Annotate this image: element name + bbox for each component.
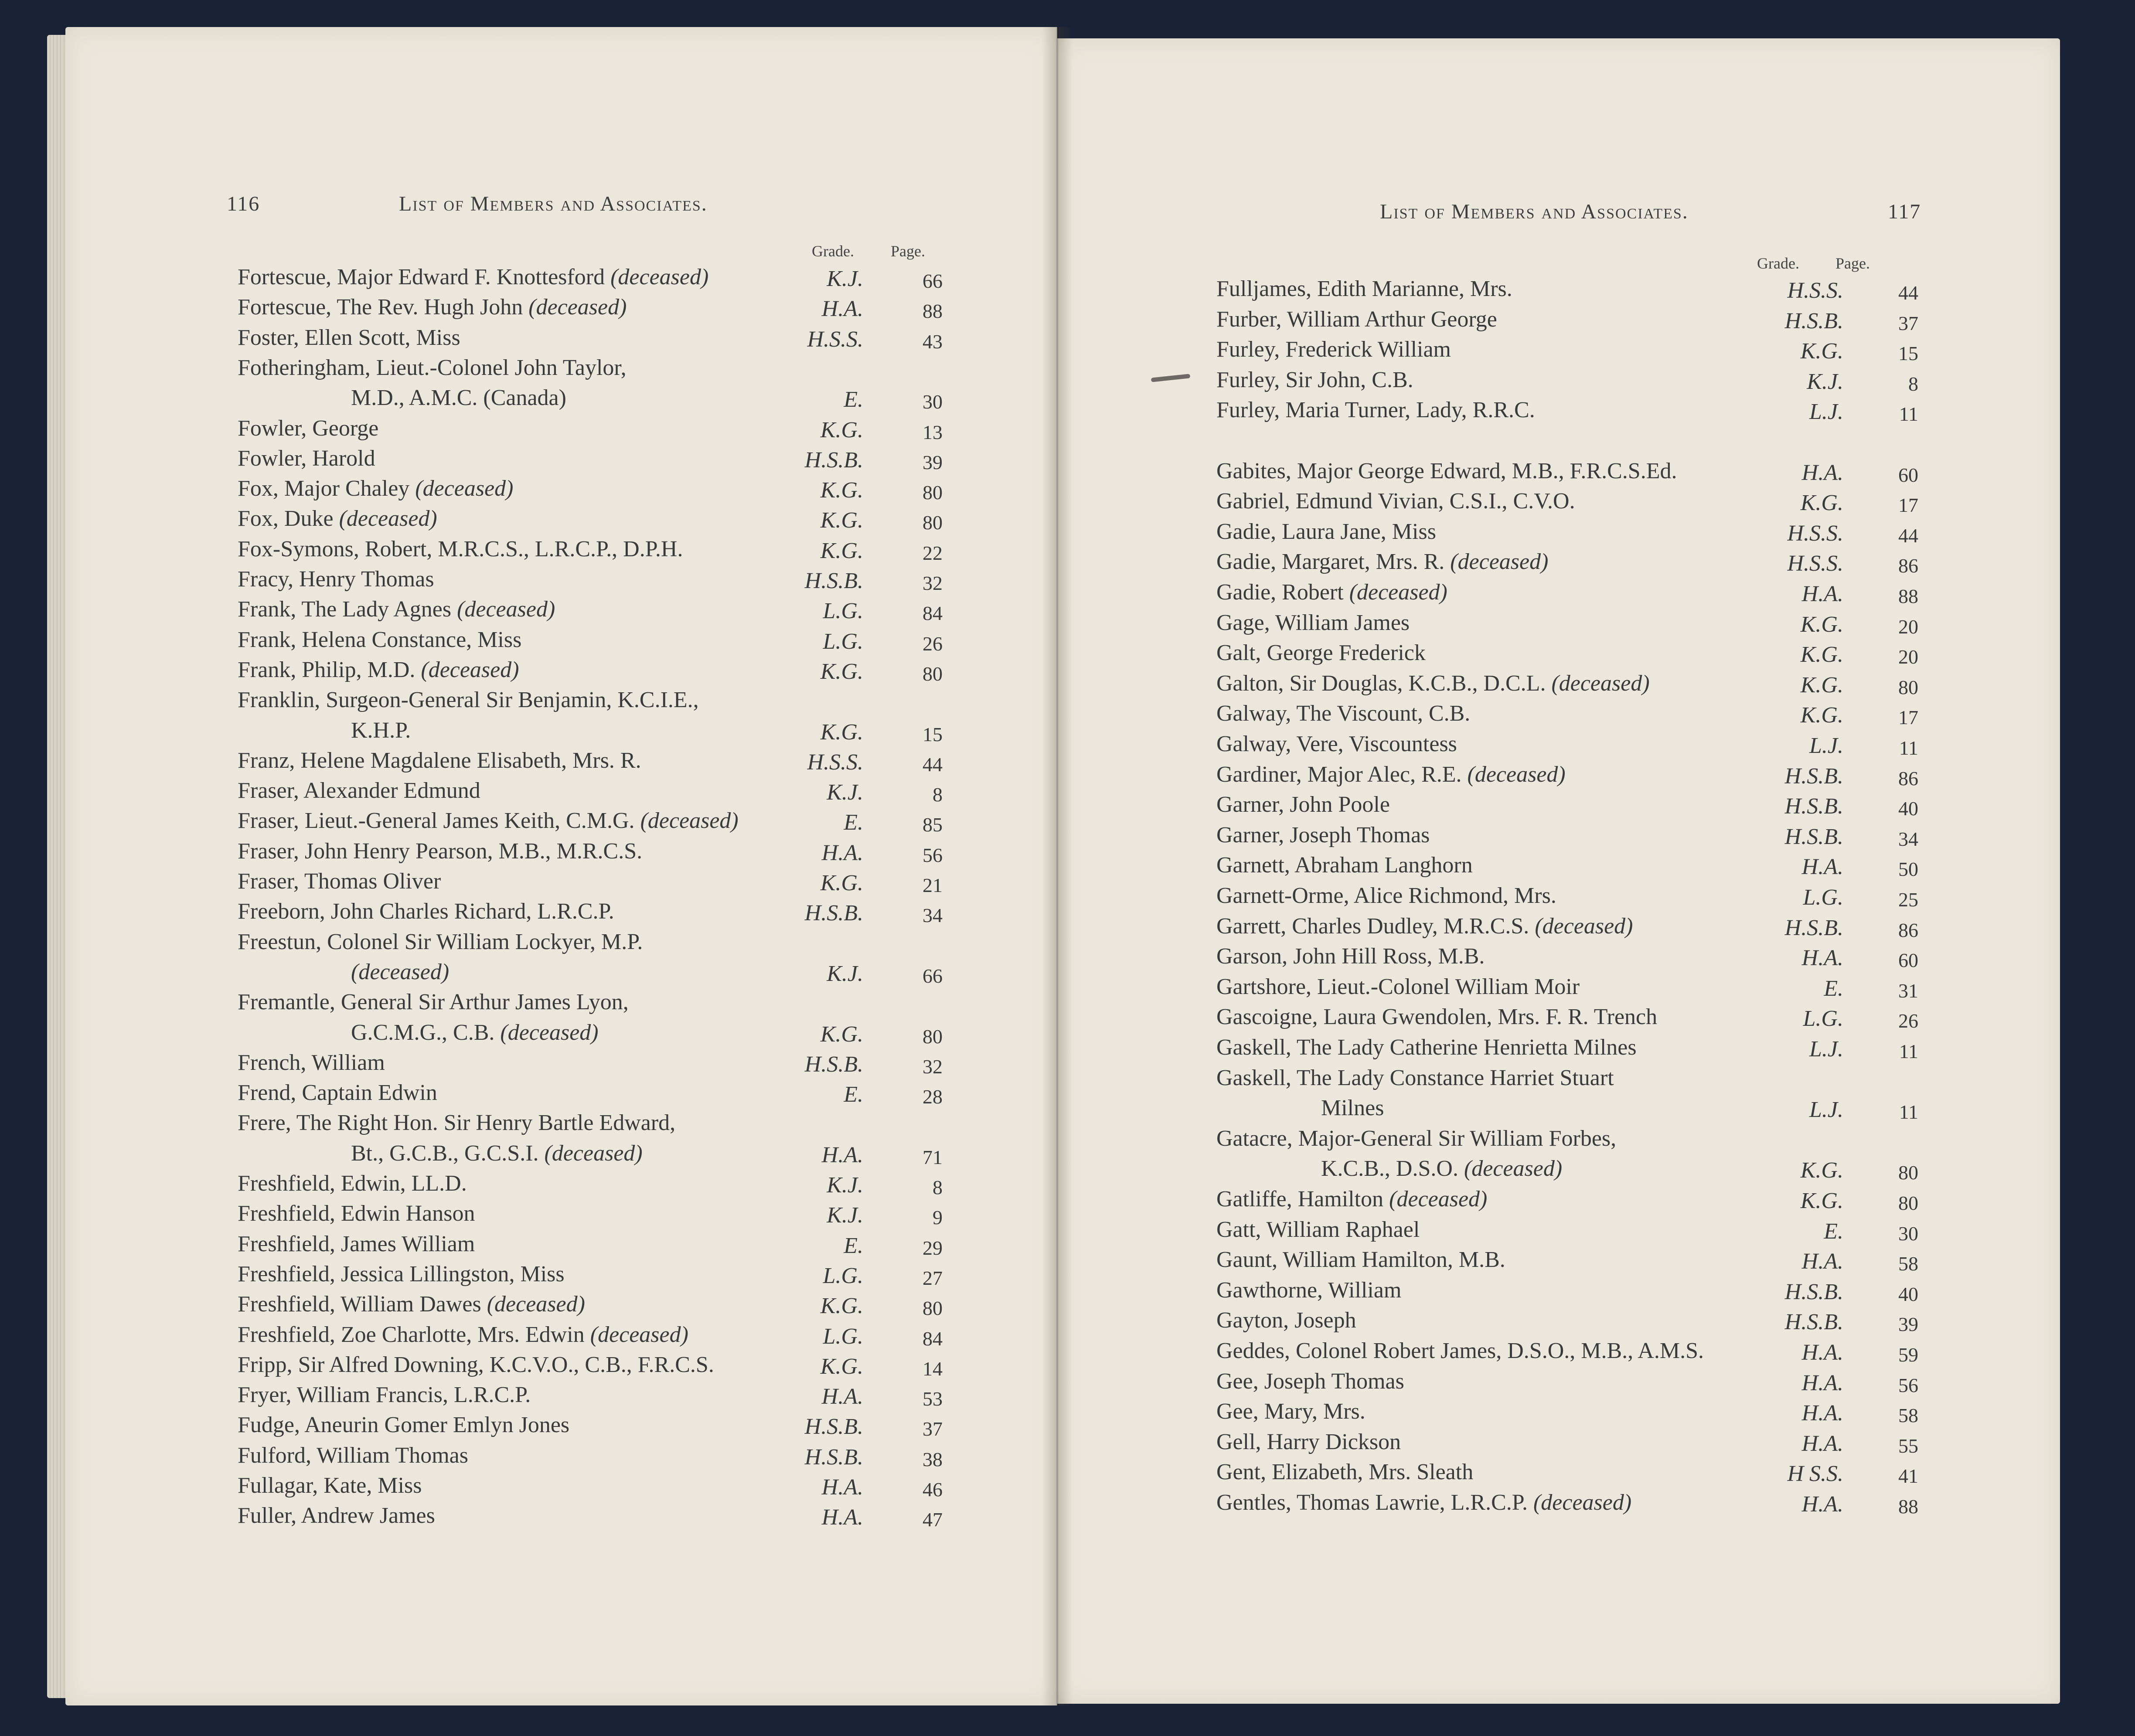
member-name: Gentles, Thomas Lawrie, L.R.C.P. (deceased) bbox=[1216, 1490, 1632, 1515]
member-grade: H.A. bbox=[1801, 854, 1843, 880]
member-name: Fotheringham, Lieut.-Colonel John Taylor, bbox=[238, 355, 627, 380]
member-grade: H.S.B. bbox=[1784, 308, 1843, 334]
member-page: 11 bbox=[1899, 1101, 1918, 1123]
member-name: K.C.B., D.S.O. (deceased) bbox=[1321, 1156, 1563, 1181]
left-page-number: 116 bbox=[227, 192, 260, 215]
member-page: 25 bbox=[1898, 888, 1918, 911]
member-grade: E. bbox=[844, 810, 863, 835]
member-name: Garner, John Poole bbox=[1216, 792, 1390, 817]
member-grade: L.J. bbox=[1809, 1097, 1843, 1123]
member-page: 60 bbox=[1898, 949, 1918, 972]
member-grade: K.G. bbox=[820, 417, 863, 443]
member-name: Freshfield, Zoe Charlotte, Mrs. Edwin (deceased) bbox=[238, 1322, 688, 1347]
member-page: 30 bbox=[923, 391, 943, 413]
member-page: 11 bbox=[1899, 1040, 1918, 1062]
member-grade: K.G. bbox=[1800, 1188, 1843, 1213]
member-grade: H.S.S. bbox=[1787, 521, 1843, 546]
left-page-column-header: Page. bbox=[891, 242, 925, 260]
member-grade: H.A. bbox=[1801, 1431, 1843, 1456]
member-name: Gatliffe, Hamilton (deceased) bbox=[1216, 1187, 1488, 1212]
member-grade: K.G. bbox=[820, 508, 863, 533]
member-page: 11 bbox=[1899, 737, 1918, 759]
member-grade: K.G. bbox=[820, 1293, 863, 1319]
member-page: 43 bbox=[923, 330, 943, 353]
member-grade: H.S.B. bbox=[804, 1414, 863, 1440]
member-page: 41 bbox=[1898, 1465, 1918, 1488]
member-page: 15 bbox=[923, 723, 943, 745]
member-grade: K.G. bbox=[820, 871, 863, 895]
member-grade: H.S.B. bbox=[804, 901, 863, 926]
member-name: Fox, Major Chaley (deceased) bbox=[238, 476, 514, 501]
member-name: Gent, Elizabeth, Mrs. Sleath bbox=[1216, 1460, 1474, 1485]
member-page: 8 bbox=[933, 1176, 943, 1198]
member-grade: L.G. bbox=[1803, 885, 1843, 910]
member-name: Furley, Frederick William bbox=[1216, 337, 1451, 362]
member-grade: H.S.S. bbox=[1787, 551, 1843, 576]
member-name: Bt., G.C.B., G.C.S.I. (deceased) bbox=[351, 1140, 643, 1166]
member-grade: L.J. bbox=[1809, 733, 1843, 758]
member-name: Gaskell, The Lady Constance Harriet Stuart bbox=[1216, 1065, 1614, 1090]
member-page: 85 bbox=[923, 814, 943, 836]
member-page: 37 bbox=[1898, 312, 1918, 334]
member-page: 26 bbox=[1898, 1010, 1918, 1032]
member-name: Fowler, Harold bbox=[238, 446, 375, 471]
member-grade: H.A. bbox=[1801, 1492, 1843, 1517]
member-grade: K.J. bbox=[827, 1173, 863, 1198]
member-name: Freshfield, Edwin Hanson bbox=[238, 1201, 475, 1226]
member-page: 8 bbox=[1908, 372, 1918, 395]
member-grade: K.G. bbox=[1800, 612, 1843, 637]
member-grade: K.G. bbox=[820, 1354, 863, 1379]
member-name: Fox, Duke (deceased) bbox=[238, 506, 437, 531]
member-name: Fripp, Sir Alfred Downing, K.C.V.O., C.B., F.R.C.S. bbox=[238, 1352, 714, 1377]
member-name: Garnett, Abraham Langhorn bbox=[1216, 853, 1473, 878]
member-page: 86 bbox=[1898, 767, 1918, 790]
member-page: 71 bbox=[923, 1146, 943, 1168]
member-page: 66 bbox=[923, 964, 943, 987]
member-name: Gadie, Margaret, Mrs. R. (deceased) bbox=[1216, 549, 1549, 575]
member-page: 50 bbox=[1898, 858, 1918, 881]
member-name: Fraser, Thomas Oliver bbox=[238, 869, 441, 894]
member-page: 17 bbox=[1898, 706, 1918, 729]
member-name: Franz, Helene Magdalene Elisabeth, Mrs. R. bbox=[238, 748, 641, 773]
member-page: 88 bbox=[1898, 1495, 1918, 1518]
member-page: 80 bbox=[1898, 1192, 1918, 1214]
member-page: 46 bbox=[923, 1478, 943, 1501]
member-name: Fracy, Henry Thomas bbox=[238, 567, 434, 592]
book-spine bbox=[1042, 27, 1073, 1705]
member-page: 86 bbox=[1898, 919, 1918, 941]
member-page: 11 bbox=[1899, 403, 1918, 425]
member-grade: K.J. bbox=[827, 961, 863, 986]
member-name: Galt, George Frederick bbox=[1216, 640, 1426, 666]
member-page: 34 bbox=[923, 904, 943, 927]
member-page: 20 bbox=[1898, 646, 1918, 668]
right-page-number: 117 bbox=[1888, 200, 1921, 223]
member-name: Frank, Philip, M.D. (deceased) bbox=[238, 657, 519, 682]
member-name: Freestun, Colonel Sir William Lockyer, M.P. bbox=[238, 929, 643, 954]
page-edges bbox=[47, 35, 66, 1698]
member-page: 14 bbox=[923, 1357, 943, 1380]
member-name: Frere, The Right Hon. Sir Henry Bartle Edward, bbox=[238, 1110, 676, 1136]
member-grade: L.J. bbox=[1809, 399, 1843, 425]
member-page: 80 bbox=[923, 511, 943, 534]
member-grade: H.A. bbox=[1801, 1249, 1843, 1274]
member-name: Galway, Vere, Viscountess bbox=[1216, 732, 1457, 756]
member-name: Geddes, Colonel Robert James, D.S.O., M.B., A.M.S. bbox=[1216, 1338, 1704, 1363]
member-name: Fowler, George bbox=[238, 415, 379, 441]
member-page: 39 bbox=[1898, 1313, 1918, 1336]
member-name: Garnett-Orme, Alice Richmond, Mrs. bbox=[1216, 883, 1556, 908]
member-page: 80 bbox=[923, 662, 943, 685]
member-grade: H.A. bbox=[1801, 582, 1843, 606]
member-page: 28 bbox=[923, 1086, 943, 1108]
member-name: Furley, Sir John, C.B. bbox=[1216, 367, 1413, 392]
member-grade: H.A. bbox=[1801, 1340, 1843, 1365]
member-grade: H.A. bbox=[821, 1142, 863, 1168]
member-grade: H.S.B. bbox=[1784, 1310, 1843, 1335]
member-name: Freshfield, William Dawes (deceased) bbox=[238, 1292, 585, 1317]
member-grade: H.A. bbox=[1801, 1370, 1843, 1396]
member-page: 15 bbox=[1898, 342, 1918, 365]
member-grade: H.S.B. bbox=[1784, 915, 1843, 940]
right-running-header: List of Members and Associates. bbox=[1380, 200, 1689, 223]
member-name: Fraser, John Henry Pearson, M.B., M.R.C.S. bbox=[238, 838, 643, 864]
member-grade: H.S.B. bbox=[804, 447, 863, 473]
member-name: K.H.P. bbox=[351, 718, 411, 743]
member-page: 21 bbox=[923, 874, 943, 896]
member-page: 40 bbox=[1898, 1283, 1918, 1305]
member-name: Fraser, Alexander Edmund bbox=[238, 778, 480, 803]
member-grade: L.G. bbox=[823, 599, 863, 624]
member-grade: L.J. bbox=[1809, 1037, 1843, 1062]
member-grade: H.A. bbox=[1801, 1401, 1843, 1426]
member-name: Furley, Maria Turner, Lady, R.R.C. bbox=[1216, 398, 1535, 423]
member-page: 44 bbox=[1898, 282, 1918, 304]
member-grade: E. bbox=[844, 1082, 863, 1107]
member-page: 84 bbox=[923, 602, 943, 625]
member-name: Gell, Harry Dickson bbox=[1216, 1429, 1401, 1454]
member-grade: E. bbox=[1824, 976, 1843, 1001]
member-name: Garson, John Hill Ross, M.B. bbox=[1216, 944, 1485, 969]
member-grade: K.G. bbox=[820, 478, 863, 503]
member-name: Gabriel, Edmund Vivian, C.S.I., C.V.O. bbox=[1216, 489, 1575, 514]
member-grade: K.G. bbox=[820, 1021, 863, 1047]
member-name: Garrett, Charles Dudley, M.R.C.S. (deceased) bbox=[1216, 913, 1633, 939]
member-name: Fraser, Lieut.-General James Keith, C.M.G. (deceased) bbox=[238, 808, 739, 834]
member-page: 40 bbox=[1898, 797, 1918, 820]
member-name: Galton, Sir Douglas, K.C.B., D.C.L. (deceased) bbox=[1216, 671, 1650, 696]
member-grade: K.G. bbox=[820, 719, 863, 745]
member-grade: H.S.B. bbox=[804, 1444, 863, 1470]
member-grade: E. bbox=[1824, 1219, 1843, 1244]
member-page: 22 bbox=[923, 541, 943, 564]
member-name: Gaskell, The Lady Catherine Henrietta Milnes bbox=[1216, 1035, 1637, 1060]
member-name: Freshfield, Edwin, LL.D. bbox=[238, 1171, 467, 1196]
member-page: 31 bbox=[1898, 979, 1918, 1002]
member-name: Freshfield, Jessica Lillingston, Miss bbox=[238, 1261, 565, 1287]
member-name: Franklin, Surgeon-General Sir Benjamin, K.C.I.E., bbox=[238, 688, 699, 713]
member-page: 32 bbox=[923, 572, 943, 594]
member-page: 86 bbox=[1898, 555, 1918, 577]
member-grade: K.G. bbox=[1800, 339, 1843, 364]
member-page: 60 bbox=[1898, 463, 1918, 486]
member-name: Gee, Mary, Mrs. bbox=[1216, 1399, 1365, 1424]
member-name: Gatt, William Raphael bbox=[1216, 1217, 1420, 1242]
member-grade: L.G. bbox=[823, 629, 863, 654]
member-grade: E. bbox=[844, 1233, 863, 1258]
member-page: 88 bbox=[1898, 585, 1918, 607]
member-name: M.D., A.M.C. (Canada) bbox=[351, 385, 566, 411]
left-running-header: List of Members and Associates. bbox=[399, 192, 708, 215]
member-grade: K.J. bbox=[827, 780, 863, 805]
member-page: 56 bbox=[1898, 1374, 1918, 1396]
member-name: Galway, The Viscount, C.B. bbox=[1216, 701, 1471, 726]
member-name: Gabites, Major George Edward, M.B., F.R.C.S.Ed. bbox=[1216, 458, 1677, 483]
member-grade: K.J. bbox=[827, 1203, 863, 1228]
member-name: Gaunt, William Hamilton, M.B. bbox=[1216, 1247, 1505, 1273]
member-grade: H.S.S. bbox=[1787, 278, 1843, 303]
member-page: 27 bbox=[923, 1266, 943, 1289]
member-grade: L.G. bbox=[1803, 1006, 1843, 1031]
member-grade: H.S.B. bbox=[1784, 794, 1843, 819]
member-name: Frend, Captain Edwin bbox=[238, 1080, 437, 1106]
member-name: Milnes bbox=[1321, 1096, 1384, 1121]
member-name: Fudge, Aneurin Gomer Emlyn Jones bbox=[238, 1413, 570, 1438]
member-page: 38 bbox=[923, 1448, 943, 1470]
member-grade: H.S.B. bbox=[1784, 824, 1843, 849]
member-grade: K.G. bbox=[1800, 1158, 1843, 1183]
member-grade: H.S.B. bbox=[1784, 1279, 1843, 1304]
member-grade: K.J. bbox=[827, 266, 863, 291]
member-page: 20 bbox=[1898, 615, 1918, 638]
member-name: French, William bbox=[238, 1050, 385, 1075]
member-page: 53 bbox=[923, 1388, 943, 1410]
member-page: 9 bbox=[933, 1206, 943, 1229]
member-grade: E. bbox=[844, 387, 863, 412]
member-grade: K.J. bbox=[1807, 369, 1843, 394]
member-page: 56 bbox=[923, 844, 943, 866]
member-page: 80 bbox=[923, 1025, 943, 1048]
member-name: Foster, Ellen Scott, Miss bbox=[238, 325, 460, 350]
member-grade: H.A. bbox=[1801, 460, 1843, 485]
member-page: 30 bbox=[1898, 1222, 1918, 1245]
member-page: 88 bbox=[923, 300, 943, 323]
member-page: 84 bbox=[923, 1327, 943, 1350]
right-grade-column-header: Grade. bbox=[1757, 255, 1799, 272]
member-page: 80 bbox=[1898, 1161, 1918, 1184]
member-grade: H.S.S. bbox=[807, 749, 863, 775]
member-page: 39 bbox=[923, 451, 943, 473]
member-name: Freeborn, John Charles Richard, L.R.C.P. bbox=[238, 899, 614, 924]
member-name: Gatacre, Major-General Sir William Forbes, bbox=[1216, 1126, 1617, 1151]
member-grade: H.A. bbox=[1801, 946, 1843, 971]
member-page: 29 bbox=[923, 1236, 943, 1259]
member-grade: K.G. bbox=[1800, 642, 1843, 667]
member-name: Frank, The Lady Agnes (deceased) bbox=[238, 597, 555, 622]
member-grade: H.A. bbox=[821, 296, 863, 322]
left-grade-column-header: Grade. bbox=[812, 242, 854, 260]
member-name: Fremantle, General Sir Arthur James Lyon, bbox=[238, 990, 629, 1015]
member-grade: H.S.B. bbox=[804, 568, 863, 593]
member-page: 32 bbox=[923, 1055, 943, 1078]
member-page: 37 bbox=[923, 1418, 943, 1440]
member-page: 55 bbox=[1898, 1434, 1918, 1457]
member-grade: K.G. bbox=[1800, 672, 1843, 698]
member-name: Fulljames, Edith Marianne, Mrs. bbox=[1216, 276, 1512, 301]
member-name: Frank, Helena Constance, Miss bbox=[238, 627, 522, 652]
member-name: Gage, William James bbox=[1216, 610, 1410, 635]
member-page: 59 bbox=[1898, 1344, 1918, 1366]
member-name: Fulford, William Thomas bbox=[238, 1443, 468, 1468]
member-page: 47 bbox=[923, 1508, 943, 1531]
member-grade: H.S.B. bbox=[1784, 763, 1843, 789]
member-name: Gascoigne, Laura Gwendolen, Mrs. F. R. Trench bbox=[1216, 1004, 1658, 1030]
member-name: Furber, William Arthur George bbox=[1216, 306, 1497, 332]
member-name: Gardiner, Major Alec, R.E. (deceased) bbox=[1216, 762, 1566, 787]
member-page: 44 bbox=[923, 753, 943, 776]
member-page: 44 bbox=[1898, 524, 1918, 547]
member-grade: H S.S. bbox=[1787, 1461, 1843, 1487]
member-name: Fullagar, Kate, Miss bbox=[238, 1473, 422, 1498]
member-name: Fortescue, Major Edward F. Knottesford (deceased) bbox=[238, 265, 709, 289]
member-name: Gadie, Laura Jane, Miss bbox=[1216, 519, 1436, 544]
member-name: G.C.M.G., C.B. (deceased) bbox=[351, 1020, 599, 1045]
member-page: 17 bbox=[1898, 494, 1918, 517]
member-grade: H.S.S. bbox=[807, 327, 863, 352]
member-name: Freshfield, James William bbox=[238, 1231, 475, 1256]
member-page: 66 bbox=[923, 270, 943, 292]
member-name: Gee, Joseph Thomas bbox=[1216, 1368, 1404, 1394]
member-page: 58 bbox=[1898, 1253, 1918, 1275]
member-name: Fox-Symons, Robert, M.R.C.S., L.R.C.P., D.P.H. bbox=[238, 536, 683, 562]
member-grade: H.A. bbox=[821, 840, 863, 865]
member-grade: H.A. bbox=[821, 1475, 863, 1500]
member-page: 58 bbox=[1898, 1404, 1918, 1427]
member-name: Gawthorne, William bbox=[1216, 1277, 1402, 1303]
member-name: Gadie, Robert (deceased) bbox=[1216, 580, 1447, 605]
member-grade: H.A. bbox=[821, 1384, 863, 1409]
member-name: Gayton, Joseph bbox=[1216, 1308, 1356, 1333]
member-page: 13 bbox=[923, 421, 943, 443]
member-name: (deceased) bbox=[351, 959, 449, 984]
right-page-column-header: Page. bbox=[1835, 255, 1870, 272]
member-grade: K.G. bbox=[820, 659, 863, 684]
member-name: Garner, Joseph Thomas bbox=[1216, 822, 1430, 848]
member-grade: L.G. bbox=[823, 1324, 863, 1349]
member-page: 80 bbox=[1898, 676, 1918, 698]
member-page: 34 bbox=[1898, 827, 1918, 850]
member-grade: L.G. bbox=[823, 1263, 863, 1288]
member-grade: K.G. bbox=[1800, 490, 1843, 516]
member-page: 8 bbox=[933, 783, 943, 806]
member-name: Fortescue, The Rev. Hugh John (deceased) bbox=[238, 295, 627, 320]
member-name: Gartshore, Lieut.-Colonel William Moir bbox=[1216, 974, 1580, 999]
member-page: 80 bbox=[923, 481, 943, 504]
member-grade: K.G. bbox=[1800, 703, 1843, 728]
member-page: 80 bbox=[923, 1297, 943, 1320]
member-name: Fryer, William Francis, L.R.C.P. bbox=[238, 1382, 531, 1408]
member-page: 26 bbox=[923, 632, 943, 655]
member-name: Fuller, Andrew James bbox=[238, 1503, 435, 1528]
member-grade: H.S.B. bbox=[804, 1052, 863, 1077]
member-grade: H.A. bbox=[821, 1505, 863, 1530]
member-grade: K.G. bbox=[820, 538, 863, 563]
